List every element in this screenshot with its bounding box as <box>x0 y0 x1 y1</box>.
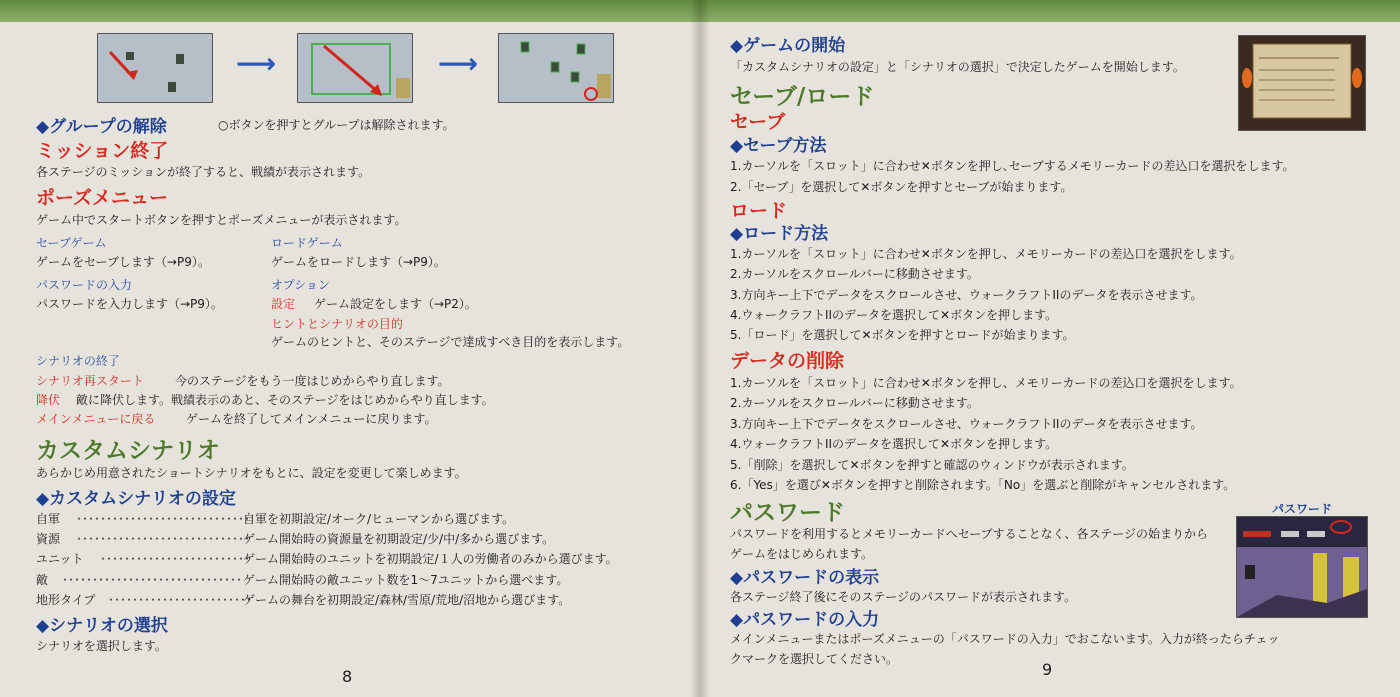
save-title: セーブ <box>730 111 786 133</box>
settings-row-desc: ゲーム開始時のユニットを初期設定/１人の労働者のみから選びます。 <box>243 552 618 566</box>
password-input-label: パスワードの入力 <box>36 278 133 292</box>
settings-row-name: 敵 <box>36 573 49 587</box>
load-method-title: ◆ロード方法 <box>730 224 829 244</box>
custom-scenario-title: カスタムシナリオ <box>36 438 220 464</box>
settings-row-desc: ゲームの舞台を初期設定/森林/雪原/荒地/沼地から選びます。 <box>243 593 571 607</box>
save-method-title: ◆セーブ方法 <box>730 136 827 156</box>
settings-row-leader: ･････････････････････････････ <box>76 512 251 526</box>
password-input-text-line2: クマークを選択してください。 <box>730 652 899 666</box>
delete-step: 3.方向キー上下でデータをスクロールさせ、ウォークラフトIIのデータを表示させます。 <box>730 417 1203 431</box>
load-step: 4.ウォークラフトIIのデータを選択して✕ボタンを押します。 <box>730 308 1058 322</box>
main-menu-text: ゲームを終了してメインメニューに戻ります。 <box>186 412 437 426</box>
settings-text: ゲーム設定をします（→P2）。 <box>314 297 477 311</box>
mission-end-text: 各ステージのミッションが終了すると、戦績が表示されます。 <box>36 165 371 179</box>
password-screenshot <box>1236 516 1368 618</box>
password-callout-label: パスワード <box>1272 502 1333 516</box>
password-input-title: ◆パスワードの入力 <box>730 610 880 630</box>
game-start-title: ◆ゲームの開始 <box>730 36 846 56</box>
password-text-line1: パスワードを利用するとメモリーカードへセーブすることなく、各ステージの始まりから <box>730 527 1208 541</box>
password-text-line2: ゲームをはじめられます。 <box>730 547 874 561</box>
load-title: ロード <box>730 200 788 222</box>
settings-label: 設定 <box>271 297 296 311</box>
save-game-label: セーブゲーム <box>36 236 107 250</box>
load-step: 5.「ロード」を選択して✕ボタンを押すとロードが始まります。 <box>730 328 1075 342</box>
restart-text: 今のステージをもう一度はじめからやり直します。 <box>175 374 450 388</box>
settings-row-leader: ･････････････････････････････ <box>76 532 251 546</box>
save-step: 2.「セーブ」を選択して✕ボタンを押すとセーブが始まります。 <box>730 180 1073 194</box>
pause-menu-title: ポーズメニュー <box>36 187 169 209</box>
hint-text: ゲームのヒントと、そのステージで達成すべき目的を表示します。 <box>271 335 630 349</box>
settings-row-leader: ････････････････････････ <box>108 593 253 607</box>
save-game-text: ゲームをセーブします（→P9）。 <box>36 255 210 269</box>
save-step: 1.カーソルを「スロット」に合わせ✕ボタンを押し､セーブするメモリーカードの差込口を選択をします。 <box>730 159 1295 173</box>
group-screenshot-3 <box>498 33 614 103</box>
delete-step: 1.カーソルを「スロット」に合わせ✕ボタンを押し、メモリーカードの差込口を選択をします。 <box>730 376 1242 390</box>
load-game-text: ゲームをロードします（→P9）。 <box>271 255 446 269</box>
settings-row-leader: ･････････････････････････ <box>100 552 251 566</box>
arrow-right-icon: ⟶ <box>236 47 277 80</box>
custom-scenario-text: あらかじめ用意されたショートシナリオをもとに、設定を変更して楽しめます。 <box>36 466 467 480</box>
delete-step: 2.カーソルをスクロールバーに移動させます。 <box>730 396 979 410</box>
delete-step: 6.「Yes」を選び✕ボタンを押すと削除されます。「No」を選ぶと削除がキャンセルされます。 <box>730 478 1236 492</box>
settings-row-name: 自軍 <box>36 512 61 526</box>
group-screenshot-1 <box>97 33 213 103</box>
group-screenshot-2 <box>297 33 413 103</box>
surrender-label: 降伏 <box>36 393 61 407</box>
right-page <box>700 0 1400 697</box>
page-number: 8 <box>342 667 353 686</box>
scenario-select-screenshot <box>1238 35 1366 131</box>
settings-row-name: ユニット <box>36 552 84 566</box>
arrow-right-icon: ⟶ <box>438 47 479 80</box>
book-gutter <box>690 0 710 697</box>
main-menu-label: メインメニューに戻る <box>36 412 156 426</box>
group-release-title: ◆グループの解除 <box>36 117 167 137</box>
password-input-text-line1: メインメニューまたはポーズメニューの「パスワードの入力」でおこないます。入力が終ったらチェッ <box>730 632 1280 646</box>
password-title: パスワード <box>730 500 845 526</box>
load-step: 2.カーソルをスクロールバーに移動させます。 <box>730 267 979 281</box>
custom-settings-title: ◆カスタムシナリオの設定 <box>36 489 236 509</box>
delete-step: 5.「削除」を選択して✕ボタンを押すと確認のウィンドウが表示されます。 <box>730 458 1134 472</box>
settings-row-desc: ゲーム開始時の資源量を初期設定/少/中/多から選びます。 <box>243 532 555 546</box>
settings-row-name: 資源 <box>36 532 61 546</box>
surrender-text: 敵に降伏します。戦績表示のあと、そのステージをはじめからやり直します。 <box>76 393 494 407</box>
page-number: 9 <box>1042 660 1053 679</box>
delete-step: 4.ウォークラフトIIのデータを選択して✕ボタンを押します。 <box>730 437 1058 451</box>
load-step: 1.カーソルを「スロット」に合わせ✕ボタンを押し、メモリーカードの差込口を選択をします。 <box>730 247 1242 261</box>
scenario-select-title: ◆シナリオの選択 <box>36 616 168 636</box>
restart-label: シナリオ再スタート <box>36 374 144 388</box>
password-input-text: パスワードを入力します（→P9）。 <box>36 297 223 311</box>
mission-end-title: ミッション終了 <box>36 140 169 162</box>
hint-label: ヒントとシナリオの目的 <box>271 317 403 331</box>
options-label: オプション <box>271 278 330 292</box>
save-load-title: セーブ/ロード <box>730 84 875 110</box>
group-release-text: ○ボタンを押すとグループは解除されます。 <box>218 118 455 132</box>
settings-row-leader: ･･････････････････････････････ <box>62 573 243 587</box>
scenario-select-text: シナリオを選択します。 <box>36 639 167 653</box>
scenario-end-label: シナリオの終了 <box>36 354 120 368</box>
top-band <box>700 0 1400 22</box>
load-step: 3.方向キー上下でデータをスクロールさせ、ウォークラフトIIのデータを表示させます。 <box>730 288 1203 302</box>
settings-row-desc: ゲーム開始時の敵ユニット数を1〜7ユニットから選べます。 <box>243 573 569 587</box>
pause-menu-text: ゲーム中でスタートボタンを押すとポーズメニューが表示されます。 <box>36 213 407 227</box>
settings-row-desc: 自軍を初期設定/オーク/ヒューマンから選びます。 <box>243 512 515 526</box>
settings-row-name: 地形タイプ <box>36 593 96 607</box>
delete-title: データの削除 <box>730 350 845 372</box>
password-display-title: ◆パスワードの表示 <box>730 568 880 588</box>
password-display-text: 各ステージ終了後にそのステージのパスワードが表示されます。 <box>730 590 1077 604</box>
game-start-text: 「カスタムシナリオの設定」と「シナリオの選択」で決定したゲームを開始します。 <box>730 60 1185 74</box>
top-band <box>0 0 700 22</box>
load-game-label: ロードゲーム <box>271 236 343 250</box>
